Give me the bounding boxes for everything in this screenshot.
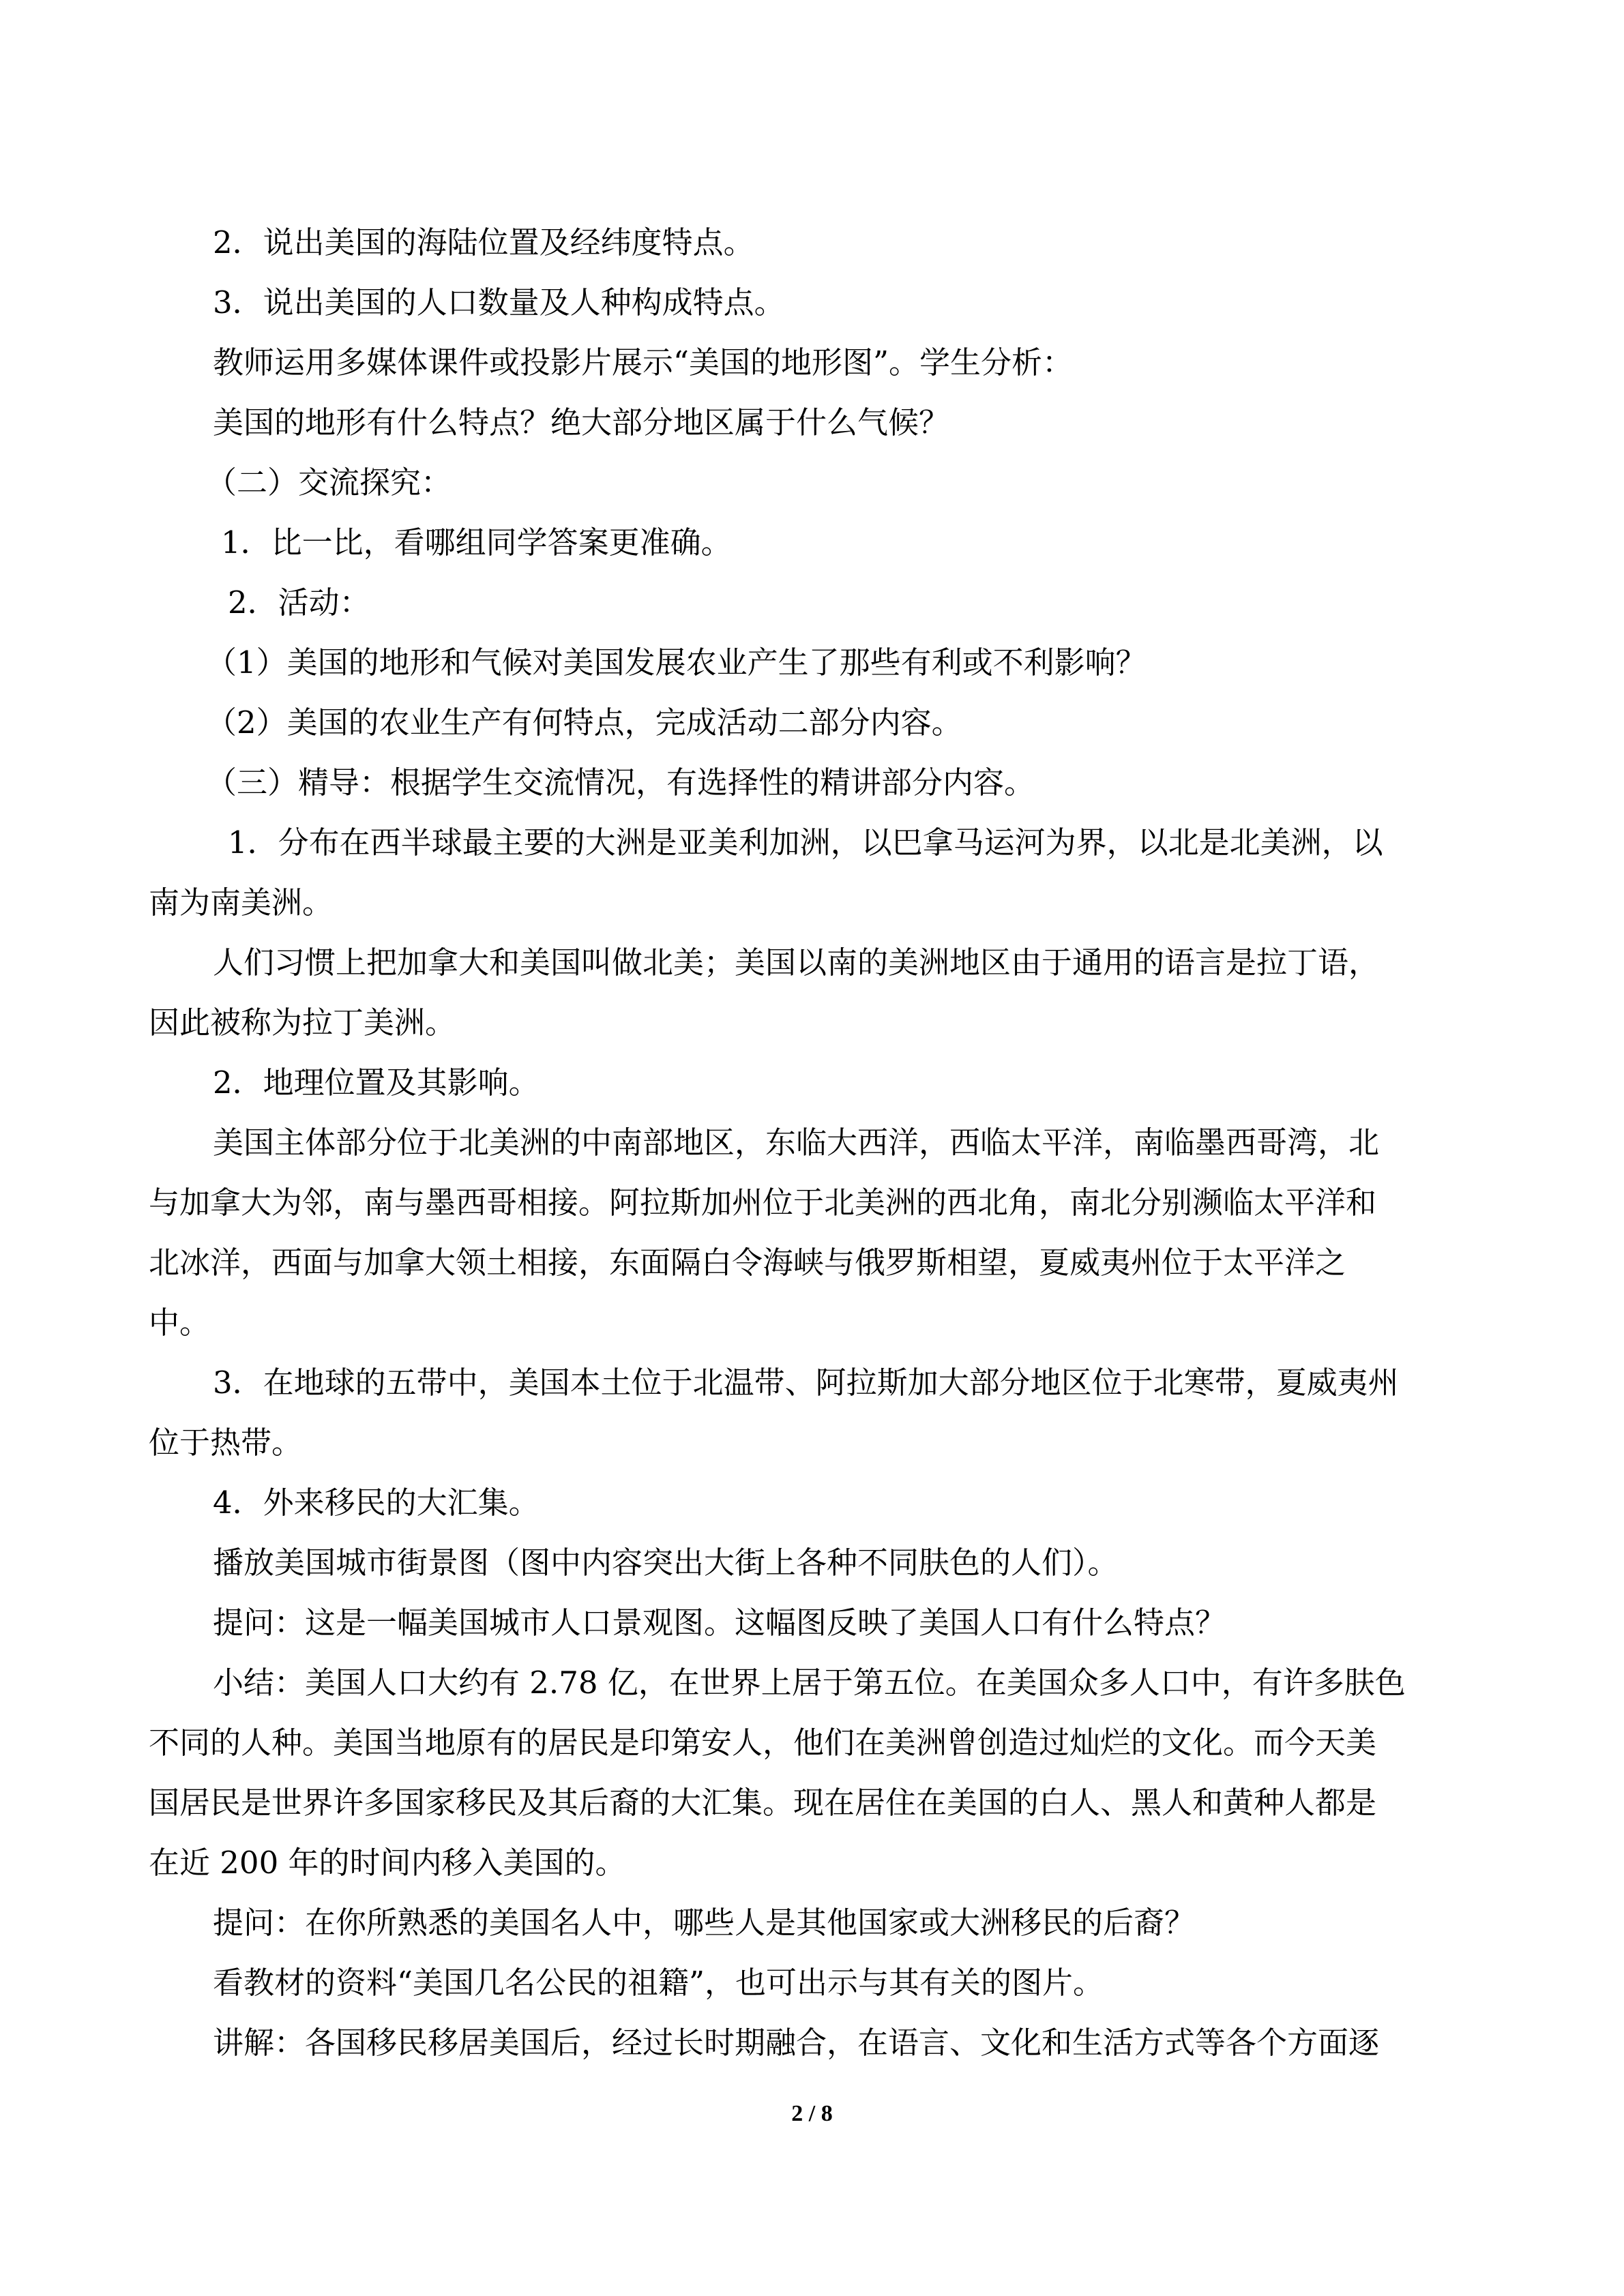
document-body [149, 213, 1472, 2073]
section-heading: （三）精导：根据学生交流情况，有选择性的精讲部分内容。 [206, 764, 1035, 801]
paragraph-line: 2．活动： [228, 584, 370, 621]
paragraph-line: 人们习惯上把加拿大和美国叫做北美；美国以南的美洲地区由于通用的语言是拉丁语， [213, 944, 1380, 981]
paragraph-line: （1）美国的地形和气候对美国发展农业产生了那些有利或不利影响？ [206, 644, 1147, 681]
paragraph-line: 播放美国城市街景图（图中内容突出大街上各种不同肤色的人们）。 [213, 1545, 1119, 1581]
page-number: 2 / 8 [791, 2101, 833, 2126]
paragraph-line: 南为南美洲。 [149, 884, 334, 921]
paragraph-line: 国居民是世界许多国家移民及其后裔的大汇集。现在居住在美国的白人、黑人和黄种人都是 [149, 1785, 1377, 1821]
paragraph-line: 位于热带。 [149, 1425, 303, 1461]
paragraph-line: 3．说出美国的人口数量及人种构成特点。 [213, 284, 785, 320]
paragraph-line: 3．在地球的五带中，美国本土位于北温带、阿拉斯加大部分地区位于北寒带，夏威夷州 [213, 1365, 1399, 1401]
paragraph-line: 小结：美国人口大约有 2.78 亿，在世界上居于第五位。在美国众多人口中，有许多肤色 [213, 1665, 1406, 1701]
paragraph-line: 中。 [149, 1304, 211, 1341]
paragraph-line: 美国的地形有什么特点？绝大部分地区属于什么气候？ [213, 404, 950, 441]
paragraph-line: 北冰洋，西面与加拿大领土相接，东面隔白令海峡与俄罗斯相望，夏威夷州位于太平洋之 [149, 1244, 1346, 1281]
paragraph-line: 在近 200 年的时间内移入美国的。 [149, 1845, 626, 1881]
paragraph-line: 讲解：各国移民移居美国后，经过长时期融合，在语言、文化和生活方式等各个方面逐 [213, 2025, 1380, 2061]
paragraph-line: 提问：这是一幅美国城市人口景观图。这幅图反映了美国人口有什么特点？ [213, 1605, 1226, 1641]
paragraph-line: 1．比一比，看哪组同学答案更准确。 [221, 524, 732, 561]
paragraph-line: 2．说出美国的海陆位置及经纬度特点。 [213, 224, 754, 260]
paragraph-line: 与加拿大为邻，南与墨西哥相接。阿拉斯加州位于北美洲的西北角，南北分别濒临太平洋和 [149, 1184, 1377, 1221]
paragraph-line: 4．外来移民的大汇集。 [213, 1485, 540, 1521]
paragraph-line: 1．分布在西半球最主要的大洲是亚美利加洲，以巴拿马运河为界，以北是北美洲，以 [228, 824, 1383, 861]
paragraph-line: 不同的人种。美国当地原有的居民是印第安人，他们在美洲曾创造过灿烂的文化。而今天美 [149, 1725, 1377, 1761]
paragraph-line: 教师运用多媒体课件或投影片展示“美国的地形图”。学生分析： [213, 344, 1074, 381]
paragraph-line: 2．地理位置及其影响。 [213, 1064, 540, 1101]
paragraph-line: 提问：在你所熟悉的美国名人中，哪些人是其他国家或大洲移民的后裔？ [213, 1905, 1196, 1941]
paragraph-line: 美国主体部分位于北美洲的中南部地区，东临大西洋，西临太平洋，南临墨西哥湾，北 [213, 1124, 1380, 1161]
paragraph-line: 因此被称为拉丁美洲。 [149, 1004, 456, 1041]
paragraph-line: 看教材的资料“美国几名公民的祖籍”，也可出示与其有关的图片。 [213, 1965, 1104, 2001]
paragraph-line: （2）美国的农业生产有何特点，完成活动二部分内容。 [206, 704, 962, 741]
section-heading: （二）交流探究： [206, 464, 452, 501]
